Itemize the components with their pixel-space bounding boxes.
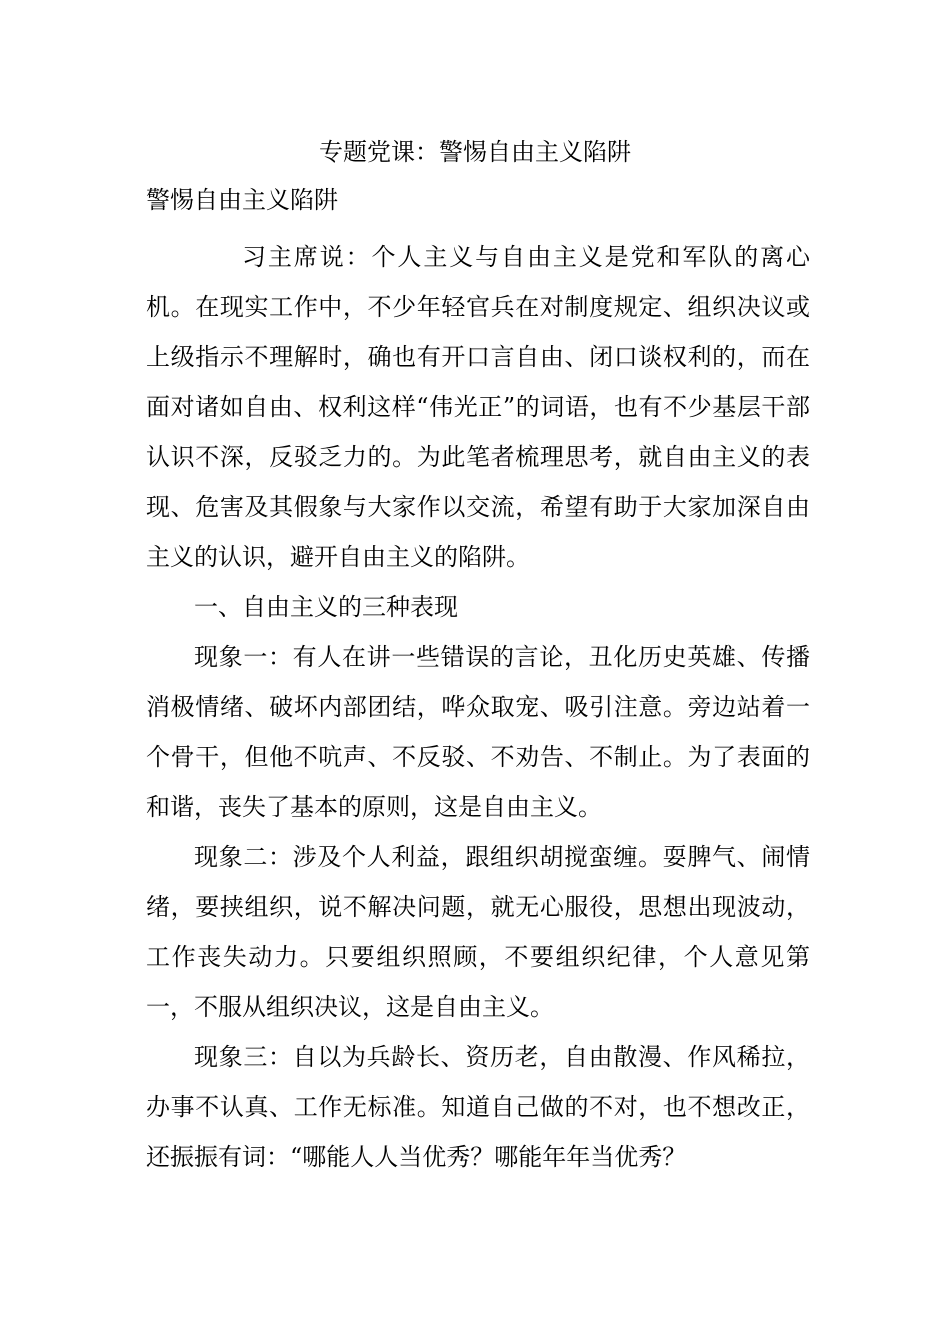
paragraph-phenomenon-3: 现象三：自以为兵龄长、资历老，自由散漫、作风稀拉，办事不认真、工作无标准。知道自己做的不对，也不想改正，还振振有词：“哪能人人当优秀？哪能年年当优秀？: [146, 1043, 810, 1171]
paragraph-phenomenon-2: 现象二：涉及个人利益，跟组织胡搅蛮缠。耍脾气、闹情绪，要挟组织，说不解决问题，就无心服役，思想出现波动，工作丧失动力。只要组织照顾，不要组织纪律，个人意见第一，不服从组织决议，这是自由主义。: [146, 843, 810, 1021]
section-heading: 一、自由主义的三种表现: [194, 593, 458, 621]
document-title: 专题党课：警惕自由主义陷阱: [319, 138, 631, 166]
paragraph-phenomenon-1: 现象一：有人在讲一些错误的言论，丑化历史英雄、传播消极情绪、破坏内部团结，哗众取宠、吸引注意。旁边站着一个骨干，但他不吭声、不反驳、不劝告、不制止。为了表面的和谐，丧失了基本的原则，这是自由主义。: [146, 643, 810, 821]
document-body: [146, 232, 810, 1182]
document-subtitle: 警惕自由主义陷阱: [146, 186, 338, 214]
paragraph-intro: 习主席说：个人主义与自由主义是党和军队的离心机。在现实工作中，不少年轻官兵在对制度规定、组织决议或上级指示不理解时，确也有开口言自由、闭口谈权利的，而在面对诸如自由、权利这样“伟光正”的词语，也有不少基层干部认识不深，反驳乏力的。为此笔者梳理思考，就自由主义的表现、危害及其假象与大家作以交流，希望有助于大家加深自由主义的认识，避开自由主义的陷阱。: [146, 243, 810, 571]
